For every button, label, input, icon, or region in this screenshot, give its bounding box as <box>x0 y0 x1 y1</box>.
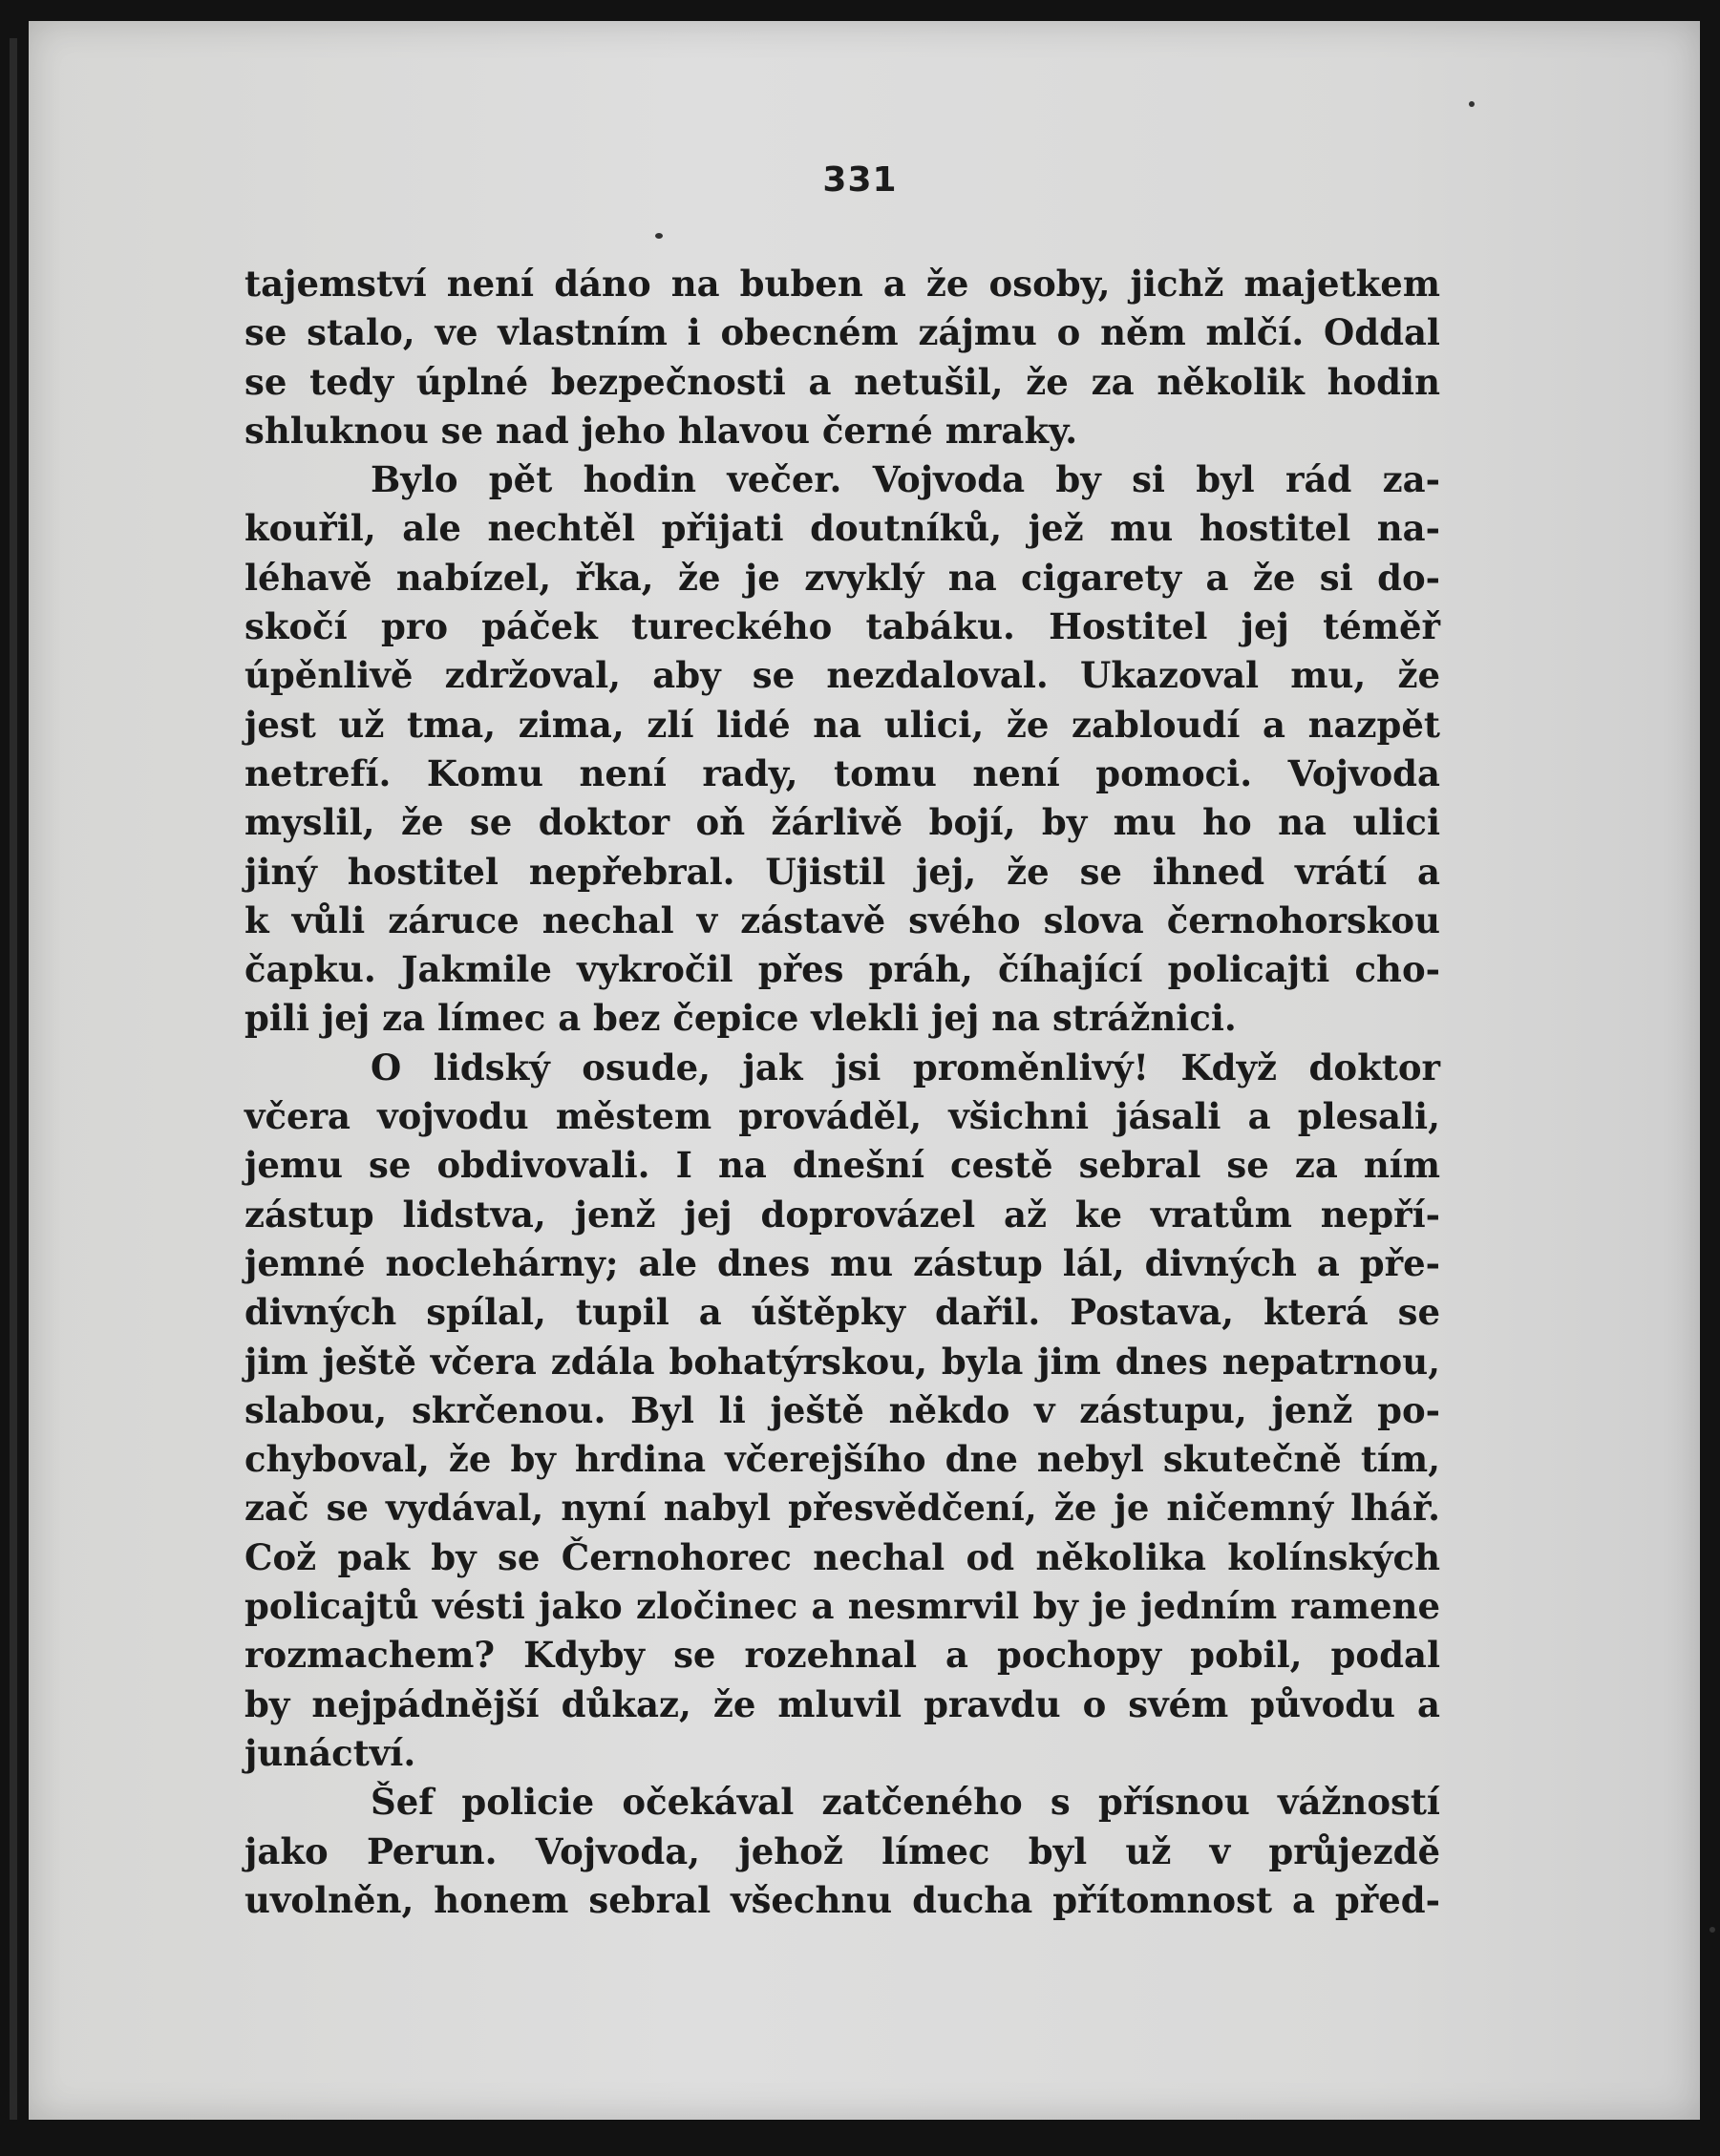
scan-speck <box>655 233 663 239</box>
page-number: 331 <box>822 160 898 200</box>
text-line: léhavě nabízel, řka, že je zvyklý na cigarety a že si do- <box>244 556 1440 599</box>
text-line: jiný hostitel nepřebral. Ujistil jej, že se ihned vrátí a <box>244 850 1440 893</box>
text-line: pili jej za límec a bez čepice vlekli jej na strážnici. <box>244 997 1237 1040</box>
text-line: jemu se obdivovali. I na dnešní cestě sebral se za ním <box>244 1144 1440 1187</box>
text-line: rozmachem? Kdyby se rozehnal a pochopy pobil, podal <box>244 1634 1440 1677</box>
text-line: policajtů vésti jako zločinec a nesmrvil by je jedním ramene <box>244 1585 1440 1628</box>
text-line: kouřil, ale nechtěl přijati doutníků, jež mu hostitel na- <box>244 507 1440 550</box>
text-line: myslil, že se doktor oň žárlivě bojí, by mu ho na ulici <box>244 801 1440 844</box>
text-line: zač se vydával, nyní nabyl přesvědčení, že je ničemný lhář. <box>244 1487 1440 1530</box>
text-line: skočí pro páček tureckého tabáku. Hostitel jej téměř <box>244 605 1440 648</box>
text-line: Což pak by se Černohorec nechal od několika kolínských <box>244 1535 1440 1578</box>
text-line: jako Perun. Vojvoda, jehož límec byl už v průjezdě <box>244 1829 1440 1872</box>
text-line: tajemství není dáno na buben a že osoby, jichž majetkem <box>244 263 1440 305</box>
text-line: Šef policie očekával zatčeného s přísnou vážností <box>371 1781 1440 1824</box>
scan-speck <box>1709 1927 1715 1933</box>
page-binding-edge <box>10 38 17 2120</box>
text-line: O lidský osude, jak jsi proměnlivý! Když doktor <box>371 1046 1440 1089</box>
text-line: slabou, skrčenou. Byl li ještě někdo v zástupu, jenž po- <box>244 1388 1440 1431</box>
text-line: divných spílal, tupil a úštěpky dařil. Postava, která se <box>244 1291 1440 1334</box>
scan-speck <box>1469 101 1475 107</box>
text-line: netrefí. Komu není rady, tomu není pomoci. Vojvoda <box>244 751 1440 794</box>
text-line: jim ještě včera zdála bohatýrskou, byla jim dnes nepatrnou, <box>244 1340 1440 1383</box>
text-line: k vůli záruce nechal v zástavě svého slova černohorskou <box>244 898 1440 941</box>
text-line: se tedy úplné bezpečnosti a netušil, že za několik hodin <box>244 360 1440 403</box>
text-line: včera vojvodu městem prováděl, všichni jásali a plesali, <box>244 1095 1440 1138</box>
text-line: chyboval, že by hrdina včerejšího dne nebyl skutečně tím, <box>244 1438 1440 1481</box>
text-line: uvolněn, honem sebral všechnu ducha přítomnost a před- <box>244 1878 1440 1921</box>
text-line: úpěnlivě zdržoval, aby se nezdaloval. Ukazoval mu, že <box>244 654 1440 697</box>
text-line: čapku. Jakmile vykročil přes práh, číhající policajti cho- <box>244 948 1440 991</box>
text-line: by nejpádnější důkaz, že mluvil pravdu o svém původu a <box>244 1682 1440 1725</box>
text-line: shluknou se nad jeho hlavou černé mraky. <box>244 409 1078 452</box>
text-line: jest už tma, zima, zlí lidé na ulici, že zabloudí a nazpět <box>244 703 1440 746</box>
text-line: zástup lidstva, jenž jej doprovázel až ke vratům nepří- <box>244 1193 1440 1236</box>
text-line: jemné noclehárny; ale dnes mu zástup lál, divných a pře- <box>244 1241 1440 1284</box>
text-line: junáctví. <box>244 1731 416 1774</box>
text-line: se stalo, ve vlastním i obecném zájmu o něm mlčí. Oddal <box>244 311 1440 354</box>
body-text <box>244 260 1440 1925</box>
text-line: Bylo pět hodin večer. Vojvoda by si byl rád za- <box>371 458 1440 501</box>
